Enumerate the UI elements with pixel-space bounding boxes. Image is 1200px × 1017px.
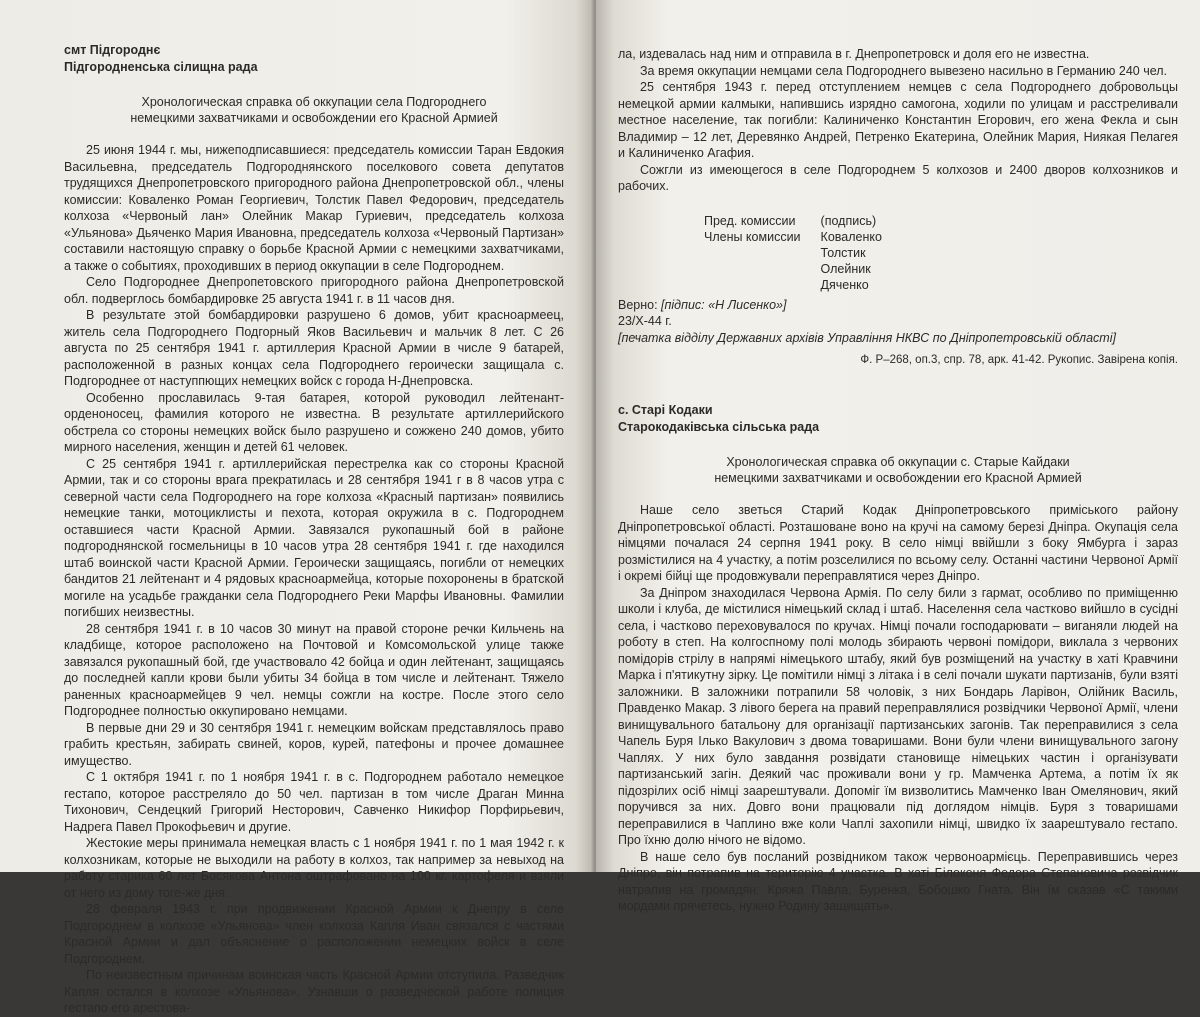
certification-line [618, 297, 1178, 314]
document-title [64, 94, 564, 126]
location-heading: смт Підгороднє [64, 43, 161, 57]
right-page [596, 0, 1200, 913]
paragraph: Жестокие меры принимала немецкая власть с 1 ноября 1941 г. по 1 мая 1942 г. к колхозникам, которые не выходили на работу в колхоз, так например за невыход на работу старика 60 лет Босякова Антона оштрафовано на 100 кг. картофеля и взяли от него из дому тоге-же дня. [64, 836, 564, 900]
paragraph: 28 февраля 1943 г. при продвижении Красной Армии к Днепру в селе Подгороднем в колхозе «Ульянова» член колхоза Капля Иван связался с частями Красной Армии и дал объяснение о расположении немецких войск в селе Подгороднем. [64, 902, 564, 966]
signature-label: Члены комиссии [704, 229, 801, 244]
signature-block [704, 213, 1178, 293]
body-text [618, 46, 1178, 195]
certification-signature: [підпис: «Н Лисенко»] [661, 297, 787, 312]
paragraph: В результате этой бомбардировки разрушено 6 домов, убит красноармеец, житель села Подгороднего Подгорный Яков Васильевич и мальчик 8 лет. С 26 августа по 25 сентября 1941 г. артиллерия Красной Армии в числе 9 батарей, расположенной в разных концах села Подгороднего героически защищала с. Подгороднее от наступпющих немецких войск с города Н-Днепровска. [64, 308, 564, 388]
title-line: Хронологическая справка об оккупации с. Старые Кайдаки [726, 455, 1070, 469]
signature-value: Коваленко [820, 229, 882, 244]
signature-value: Олейник [820, 261, 871, 276]
title-line: Хронологическая справка об оккупации села Подгороднего [141, 95, 487, 109]
paragraph: С 1 октября 1941 г. по 1 ноября 1941 г. в с. Подгороднем работало немецкое гестапо, которое расстреляло до 50 чел. партизан в том числе Драган Минна Тихонович, Сендецкий Григорий Несторович, Савченко Никифор Порфирьевич, Надрега Павел Прокофьевич и другие. [64, 770, 564, 834]
signature-value: Толстик [820, 245, 866, 260]
signature-value: Дяченко [820, 277, 869, 292]
signature-value: (подпись) [820, 213, 877, 228]
title-line: немецкими захватчиками и освобождении его Красной Армией [714, 471, 1082, 485]
paragraph: С 25 сентября 1941 г. артиллерийская перестрелка как со стороны Красной Армии, так и со стороны врага прекратилась и 28 сентября 1941 г в 8 часов утра с северной части села Подгороднего на горе колхоза «Красный партизан» появились немецкие танки, мотоциклисты и пехота, которая окружила в с. Подгороднем оставшиеся части Красной Армии. Завязался рукопашный бой в районе подгороднянской госмельницы в 10 часов утра 28 сентября 1941 г. где находился штаб воинской части Красной Армии. Героически защищаясь, погибли от немецких бандитов 21 лейтенант и 4 рядовых красноармейца, которые похоронены в братской могиле на усадьбе гражданки села Подгороднего Реки Марфы Ивановны. Фамилии погибших неизвестны. [64, 456, 564, 619]
paragraph: Сожгли из имеющегося в селе Подгороднем 5 колхозов и 2400 дворов колхозников и рабочих. [618, 162, 1178, 193]
second-document [618, 402, 1178, 915]
body-text [64, 142, 564, 1017]
paragraph: В первые дни 29 и 30 сентября 1941 г. немецким войскам представлялось право грабить крестьян, забирать свиней, коров, курей, патефоны и прочее домашнее имущество. [64, 720, 564, 768]
location-heading: с. Старі Кодаки [618, 403, 713, 417]
paragraph: В наше село був посланий розвідником також червоноармієць. Переправившись через Дніпро, він потрапив на територію 4 участка. В хаті Білоконя Федора Степановича розвідчик натрапив на громадян: Кряжа Павла, Буренка, Бобошко Гната. Він їм сказав «С такими мордами прячетесь, нужно Родину защищать». [618, 849, 1178, 913]
title-line: немецкими захватчиками и освобождении его Красной Армией [130, 111, 498, 125]
paragraph: Село Подгороднее Днепропетовского пригородного района Днепропетровской обл. подверглось бомбардировке 25 августа 1941 г. в 11 часов дня. [64, 275, 564, 306]
certification-block [618, 297, 1178, 347]
paragraph: По неизвестным причинам воинская часть Красной Армии отступила. Разведчик Капля остался в колхозе «Ульянова». Узнавши о разведческой работе полиция гестапо его арестова- [64, 968, 564, 1015]
paragraph: 25 июня 1944 г. мы, нижеподписавшиеся: председатель комиссии Таран Евдокия Васильевна, председатель Подгороднянского поселкового совета депутатов трудящихся Днепропетровского пригородного района Днепропетровской обл., члены комиссии: Коваленко Роман Георгиевич, Толстик Павел Федорович, председатель колхоза «Червоный лан» Олейник Макар Гуриевич, председатель колхоза «Ульянова» Дьяченко Мария Ивановна, председатель колхоза «Червоный Партизан» составили настоящую справку о борьбе Красной Армии с немецкими захватчиками, а также о событиях, проходивших в период оккупации в селе Подгороднем. [64, 143, 564, 273]
council-heading: Старокодаківська сільська рада [618, 420, 820, 434]
paragraph: Наше село зветься Старий Кодак Дніпропетровського приміського району Дніпропетровської області. Розташоване воно на кручі на самому березі Дніпра. Окупація села німцями почалася 24 серпня 1941 року. В село німці ввійшли з боку Ямбурга і зараз розмістилися на 4 участку, а потім розселилися по всьому селу. Останні частини Червоної Армії і окремі бійці ще продовжували переправлятися через Дніпро. [618, 503, 1178, 583]
signature-label: Пред. комиссии [704, 213, 796, 228]
council-heading: Підгородненська сілищна рада [64, 60, 258, 74]
document-title [618, 454, 1178, 486]
body-text [618, 502, 1178, 915]
certification-stamp: [печатка відділу Державних архівів Управління НКВС по Дніпропетровській області] [618, 330, 1116, 345]
archive-reference: Ф. Р–268, оп.3, спр. 78, арк. 41-42. Рукопис. Завірена копія. [860, 354, 1178, 366]
left-page [0, 0, 594, 1015]
certification-prefix: Верно: [618, 297, 662, 312]
paragraph: За Дніпром знаходилася Червона Армія. По селу били з гармат, особливо по приміщенню школи і клуба, де містилися німецький склад і штаб. Населення села частково вийшло в сусідні села, і частково переховувалося по кручах. Німці почали господарювати – виганяли людей на роботу в степ. На колгоспному полі молодь збирають червоні помідори, виклала з червоних помідорів стрілу в напрямі німецького штабу, який був розміщений на участку в хаті Кравчини Марка і п'ятикутну зірку. Це помітили німці з літака і в селі почали шукати партизанів, були взяті заложники. В заложники потрапили 58 чоловік, з них Бондарь Ларівон, Олійник Василь, Правденко Макар. З лівого берега на правий переправлялися розвідчики Червоної Армії, члени винищувального батальону для організації партизанських загонів. Так переправилися з села Чапель Буря Ілько Вакулович з двома товаришами. Вони були члени винищувального загону Чаплях. У них було завдання розвідати становище німецьких частин і організувати партизанський загін. Деякий час проживали вони у гр. Мамченка Артема, а потім їх як підозрілих осіб німці заарештували. Допоміг їм визволитись Мамченко Іван Омелянович, який поручився за них. Довго вони працювали під доглядом німців. Буря з товаришами переправилися в Чаплино вже коли Чаплі захопили німці, швидко їх заарештувало гестапо. Про їхню долю нічого не відомо. [618, 585, 1178, 847]
paragraph: 28 сентября 1941 г. в 10 часов 30 минут на правой стороне речки Кильчень на кладбище, которое расположено на Почтовой и Комсомольской улице также завязался рукопашный бой, где участвовало 42 бойца и один лейтенант, защищаясь до последней капли крови были убиты 34 бойца в том числе и лейтенант. Тяжело раненных красноармейцев 9 чел. немцы сожгли на костре. После этого село Подгороднее полностью оккупировано немцами. [64, 621, 564, 718]
certification-number: 23/Х-44 г. [618, 314, 672, 328]
paragraph: За время оккупации немцами села Подгороднего вывезено насильно в Германию 240 чел. [640, 63, 1168, 78]
paragraph: 25 сентября 1943 г. перед отступлением немцев с села Подгороднего добровольцы немецкой армии калмыки, напившись изрядно самогона, ходили по улицам и расстреливали местное население, так погибли: Калиниченко Константин Егорович, его жена Фекла и сын Владимир – 12 лет, Деревянко Андрей, Петренко Екатерина, Олейник Мария, Ниякая Пелагея и Калиниченко Агафия. [618, 80, 1178, 160]
paragraph: Особенно прославилась 9-тая батарея, которой руководил лейтенант-орденоносец, фамилия которого не известна. В результате артиллерийского обстрела со стороны немецких войск было разрушено и сожжено 240 домов, убито мирного населения, женщин и детей 61 человек. [64, 390, 564, 454]
paragraph: ла, издевалась над ним и отправила в г. Днепропетровск и доля его не известна. [618, 47, 1090, 61]
